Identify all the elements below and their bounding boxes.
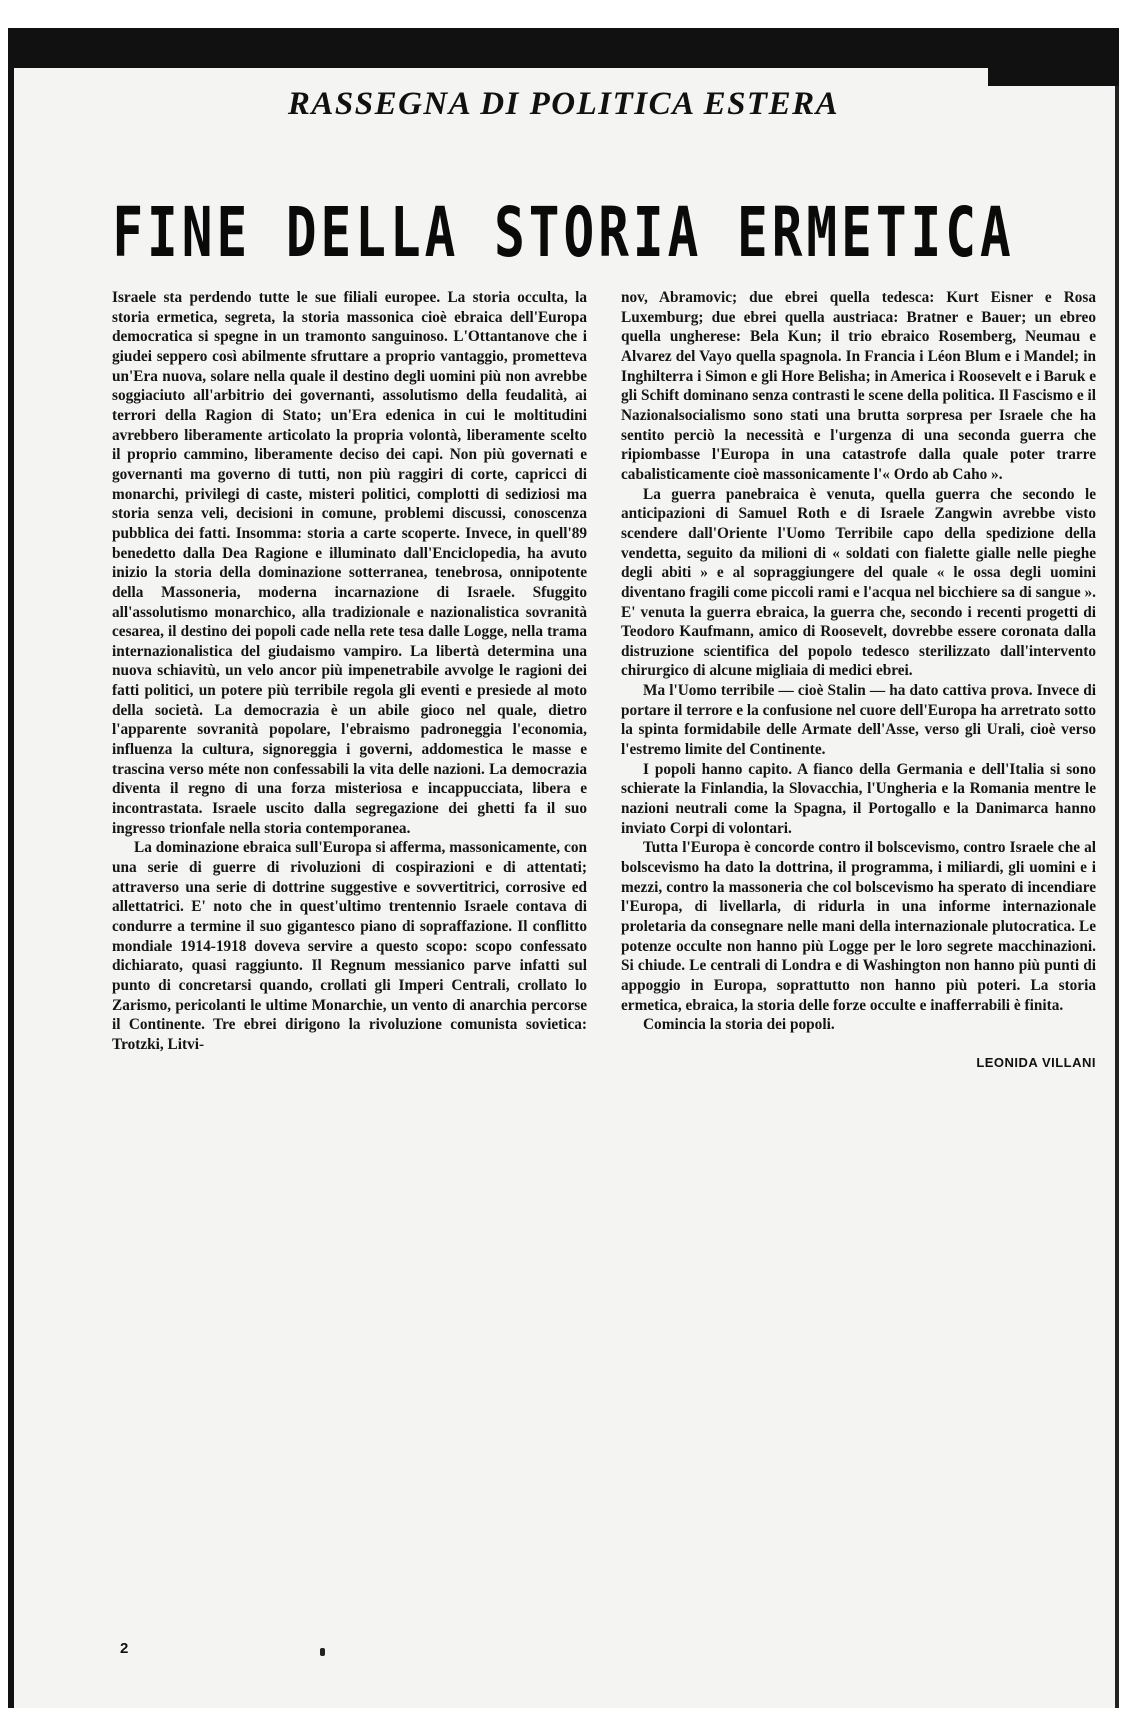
scan-border-left (8, 28, 14, 1708)
paragraph: La dominazione ebraica sull'Europa si afferma, massonicamente, con una serie di guerre di rivoluzioni di cospirazioni e di attentati; attraverso una serie di dottrine suggestive e sovvertitrici, corrosive ed allettatrici. E' noto che in quest'ultimo trentennio Israele contava di condurre a termine il suo gigantesco piano di sopraffazione. Il conflitto mondiale 1914-1918 doveva servire a questo scopo: scopo confessato dichiarato, quasi raggiunto. Il Regnum messianico parve infatti sul punto di concretarsi quando, crollati gli Imperi Centrali, crollato lo Zarismo, pericolanti le ultime Monarchie, un vento di anarchia percorse il Continente. Tre ebrei dirigono la rivoluzione comunista sovietica: Trotzki, Litvi- (112, 839, 587, 1053)
paragraph: Ma l'Uomo terribile — cioè Stalin — ha dato cattiva prova. Invece di portare il terrore e la confusione nel cuore dell'Europa ha arretrato sotto la spinta formidabile delle Armate dell'Asse, verso gli Urali, cioè verso l'estremo limite del Continente. (621, 682, 1096, 759)
print-speck (320, 1648, 325, 1656)
paragraph: nov, Abramovic; due ebrei quella tedesca: Kurt Eisner e Rosa Luxemburg; due ebrei quella austriaca: Bratner e Bauer; un ebreo quella ungherese: Bela Kun; il trio ebraico Rosemberg, Neumau e Alvarez del Vayo quella spagnola. In Francia i Léon Blum e i Mandel; in Inghilterra i Simon e gli Hore Belisha; in America i Roosevelt e i Baruk e gli Schift dominano senza contrasti le scene della politica. Il Fascismo e il Nazionalsocialismo sono stati una brutta sorpresa per Israele che ha sentito perciò la necessità e l'urgenza di una seconda guerra che ripiombasse l'Europa in una catastrofe dalla quale poter trarre cabalisticamente cioè massonicamente l'« Ordo ab Caho ». (621, 289, 1096, 483)
paragraph: I popoli hanno capito. A fianco della Germania e dell'Italia si sono schierate la Finlandia, la Slovacchia, l'Ungheria e la Romania mentre le nazioni neutrali come la Spagna, il Portogallo e la Danimarca hanno inviato Corpi di volontari. (621, 760, 1096, 837)
scan-border-top-right (988, 28, 1119, 86)
article-body (112, 288, 1096, 1608)
paragraph: La guerra panebraica è venuta, quella guerra che secondo le anticipazioni di Samuel Roth e di Israele Zangwin avrebbe visto scendere dall'Oriente l'Uomo Terribile capo della spedizione della vendetta, seguito da milioni di « soldati con fialette gialle nelle pieghe degli abiti » e al sopraggiungere del quale « le ossa degli uomini diventano fragili come piccoli rami e l'acqua nel bicchiere sa di sangue ». E' venuta la guerra ebraica, la guerra che, secondo i recenti progetti di Teodoro Kaufmann, amico di Roosevelt, dovrebbe essere coronata dalla distruzione scientifica del popolo tedesco sterilizzato dall'intervento chirurgico di alcune migliaia di medici ebrei. (621, 485, 1096, 680)
paragraph: Tutta l'Europa è concorde contro il bolscevismo, contro Israele che al bolscevismo ha dato la dottrina, il programma, i miliardi, gli uomini e i mezzi, contro la massoneria che col bolscevismo ha sperato di incendiare l'Europa, di livellarla, di ridurla in una informe internazionale proletaria da consegnare nelle mani della internazionale plutocratica. Le potenze occulte non hanno più Logge per le loro segrete macchinazioni. Si chiude. Le centrali di Londra e di Washington non hanno più punti di appoggio in Europa, soprattutto non hanno più poteri. La storia ermetica, ebraica, la storia delle forze occulte e inafferrabili è finita. (621, 839, 1096, 1014)
top-margin (0, 0, 1134, 28)
section-rubric: RASSEGNA DI POLITICA ESTERA (287, 86, 840, 122)
left-column (112, 288, 587, 1608)
author-signature: LEONIDA VILLANI (976, 1054, 1096, 1070)
right-column (621, 288, 1096, 1608)
paragraph: Comincia la storia dei popoli. (643, 1016, 835, 1034)
page-number: 2 (120, 1640, 129, 1657)
paragraph: Israele sta perdendo tutte le sue filiali europee. La storia occulta, la storia ermetica, segreta, la storia massonica cioè ebraica dell'Europa democratica si spegne in un tramonto sanguinoso. L'Ottantanove che i giudei seppero così abilmente sfruttare a proprio vantaggio, prometteva un'Era nuova, solare nella quale il destino degli uomini più non avrebbe soggiaciuto all'arbitrio dei governanti, assolutismo della feudalità, ai terrori della Ragion di Stato; un'Era edenica in cui le moltitudini avrebbero liberamente articolato la propria volontà, liberamente scelto il proprio cammino, liberamente deciso dei capi. Non più governati e governanti ma governo di tutti, non più raggiri di corte, capricci di monarchi, privilegi di caste, misteri politici, complotti di sediziosi ma storia senza veli, decisioni in comune, problemi discussi, conoscenza pubblica dei fatti. Insomma: storia a carte scoperte. Invece, in quell'89 benedetto dalla Dea Ragione e illuminato dall'Enciclopedia, ha avuto inizio la storia della dominazione sotterranea, tenebrosa, onnipotente della Massoneria, moderna incarnazione di Israele. Sfuggito all'assolutismo monarchico, alla tradizionale e nazionalistica sovranità cesarea, il destino dei popoli cade nella rete tesa dalle Logge, nella trama internazionalistica del giudaismo vampiro. La libertà determina una nuova schiavitù, un velo ancor più impenetrabile avvolge le ragioni dei fatti politici, un potere più terribile regola gli eventi e presiede al moto della società. La democrazia è un abile gioco nel quale, dietro l'apparente sovranità popolare, l'ebraismo padroneggia l'economia, influenza la cultura, signoreggia i governi, addomestica le masse e trascina verso méte non confessabili la vita delle nazioni. La democrazia diventa il regno di una forza misteriosa e incappucciata, libera e incontrastata. Israele uscito dalla segregazione dei ghetti fa il suo ingresso trionfale nella storia contemporanea. (112, 289, 587, 837)
scan-border-right (1115, 86, 1119, 1708)
scan-border-top (8, 28, 988, 68)
article-headline: FINE DELLA STORIA ERMETICA (112, 194, 1015, 274)
